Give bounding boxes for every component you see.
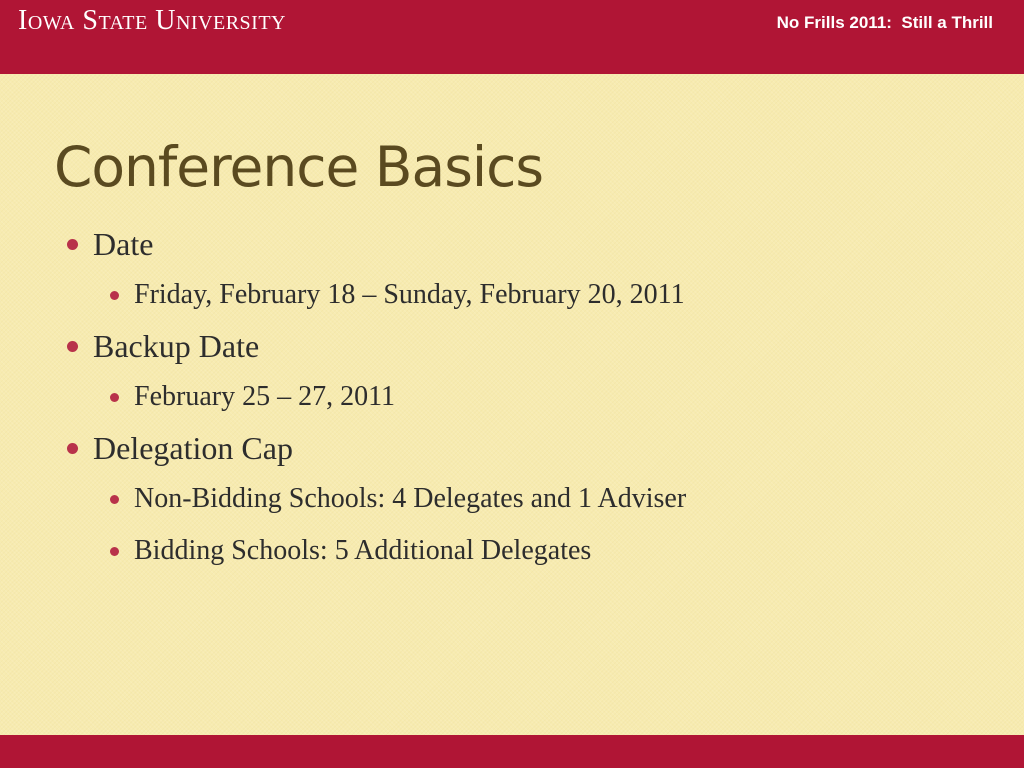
bullet-icon	[110, 291, 119, 300]
list-item	[0, 222, 1024, 272]
list-item-text: Friday, February 18 – Sunday, February 20, 2011	[134, 279, 685, 310]
bullet-icon	[110, 547, 119, 556]
list-item	[0, 476, 1024, 528]
list-item	[0, 374, 1024, 426]
slide-title: Conference Basics	[54, 135, 544, 199]
list-item	[0, 324, 1024, 374]
bullet-list	[0, 222, 1024, 580]
bullet-icon	[67, 239, 78, 250]
footer-bar	[0, 735, 1024, 768]
list-item-text: Bidding Schools: 5 Additional Delegates	[134, 535, 592, 566]
university-logo: Iowa State University	[18, 5, 286, 36]
header-bar	[0, 0, 1024, 74]
header-tagline: No Frills 2011: Still a Thrill	[776, 13, 993, 32]
list-item-text: Delegation Cap	[93, 430, 293, 466]
list-item	[0, 528, 1024, 580]
list-item-text: Non-Bidding Schools: 4 Delegates and 1 Adviser	[134, 483, 687, 514]
bullet-icon	[110, 393, 119, 402]
list-item-text: February 25 – 27, 2011	[134, 381, 396, 412]
bullet-icon	[67, 341, 78, 352]
list-item	[0, 272, 1024, 324]
bullet-icon	[67, 443, 78, 454]
bullet-icon	[110, 495, 119, 504]
list-item-text: Date	[93, 226, 154, 262]
list-item-text: Backup Date	[93, 328, 260, 364]
list-item	[0, 426, 1024, 476]
